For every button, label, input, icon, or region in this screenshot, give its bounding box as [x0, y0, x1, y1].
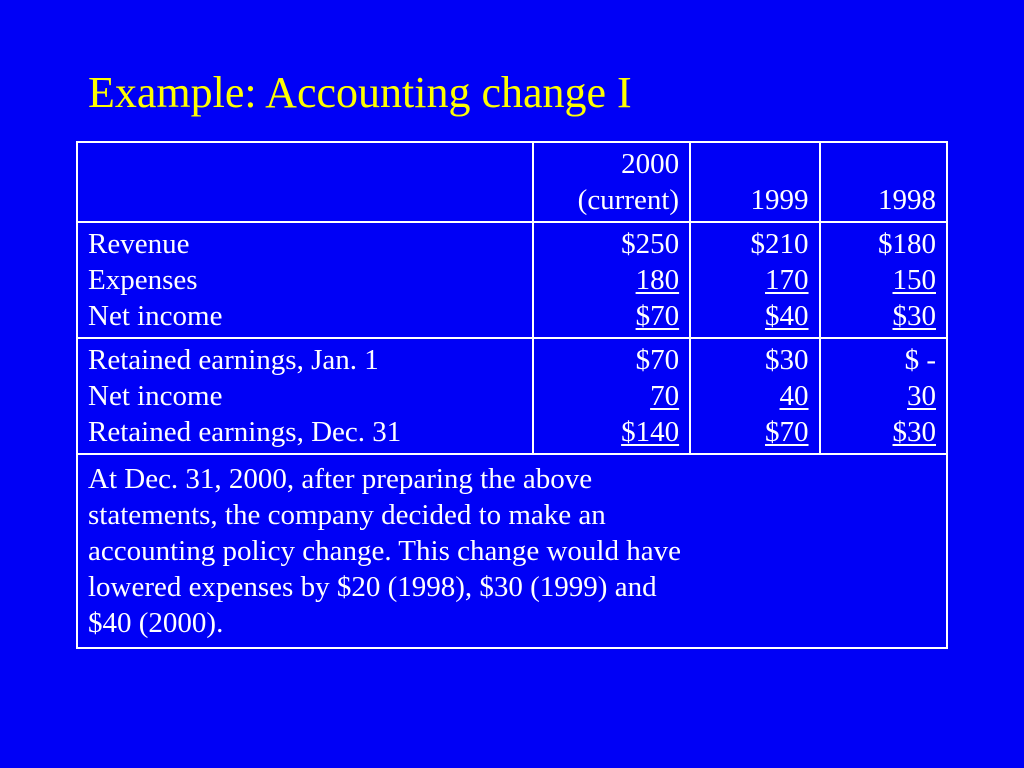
- header-1998-year: 1998: [878, 184, 936, 216]
- income-2000-cell: [533, 222, 691, 338]
- note-line: statements, the company decided to make an: [88, 499, 606, 531]
- header-1999-cell: [690, 142, 819, 222]
- header-2000-year: 2000: [621, 148, 680, 180]
- re-jan1-1999: $30: [765, 344, 809, 376]
- re-net-income-label: Net income: [88, 380, 223, 412]
- re-jan1-1998: $ -: [904, 344, 936, 376]
- re-dec31-1998: $30: [892, 416, 936, 448]
- header-1999-year: 1999: [750, 184, 809, 216]
- retained-2000-cell: [533, 338, 691, 454]
- retained-labels-cell: [77, 338, 533, 454]
- re-net-income-1998: 30: [907, 380, 936, 412]
- re-dec31-2000: $140: [621, 416, 680, 448]
- retained-1999-cell: [690, 338, 819, 454]
- note-row: [77, 454, 947, 648]
- re-net-income-1999: 40: [779, 380, 809, 412]
- income-labels-cell: [77, 222, 533, 338]
- income-1998-cell: [820, 222, 947, 338]
- re-net-income-2000: 70: [650, 380, 680, 412]
- header-1998-cell: [820, 142, 947, 222]
- note-line: accounting policy change. This change would have: [88, 535, 681, 567]
- accounting-table: [76, 141, 948, 649]
- retained-1998-cell: [820, 338, 947, 454]
- expenses-1998: 150: [892, 264, 936, 296]
- note-line: lowered expenses by $20 (1998), $30 (1999) and: [88, 571, 657, 603]
- header-2000-cell: [533, 142, 691, 222]
- expenses-label: Expenses: [88, 264, 198, 296]
- income-statement-row: [77, 222, 947, 338]
- table-header-row: [77, 142, 947, 222]
- accounting-change-note: [77, 454, 947, 648]
- re-dec31-label: Retained earnings, Dec. 31: [88, 416, 402, 448]
- revenue-label: Revenue: [88, 228, 190, 260]
- revenue-1999: $210: [750, 228, 809, 260]
- revenue-1998: $180: [878, 228, 936, 260]
- re-dec31-1999: $70: [765, 416, 809, 448]
- income-1999-cell: [690, 222, 819, 338]
- retained-earnings-row: [77, 338, 947, 454]
- net-income-1999: $40: [765, 300, 809, 332]
- header-empty-cell: [77, 142, 533, 222]
- expenses-1999: 170: [765, 264, 809, 296]
- net-income-label: Net income: [88, 300, 223, 332]
- note-line: $40 (2000).: [88, 607, 224, 639]
- expenses-2000: 180: [635, 264, 680, 296]
- header-2000-current: (current): [577, 184, 680, 216]
- net-income-2000: $70: [635, 300, 680, 332]
- net-income-1998: $30: [892, 300, 936, 332]
- slide-title: Example: Accounting change I: [88, 68, 632, 117]
- note-line: At Dec. 31, 2000, after preparing the above: [88, 463, 593, 495]
- revenue-2000: $250: [621, 228, 680, 260]
- re-jan1-label: Retained earnings, Jan. 1: [88, 344, 379, 376]
- re-jan1-2000: $70: [635, 344, 680, 376]
